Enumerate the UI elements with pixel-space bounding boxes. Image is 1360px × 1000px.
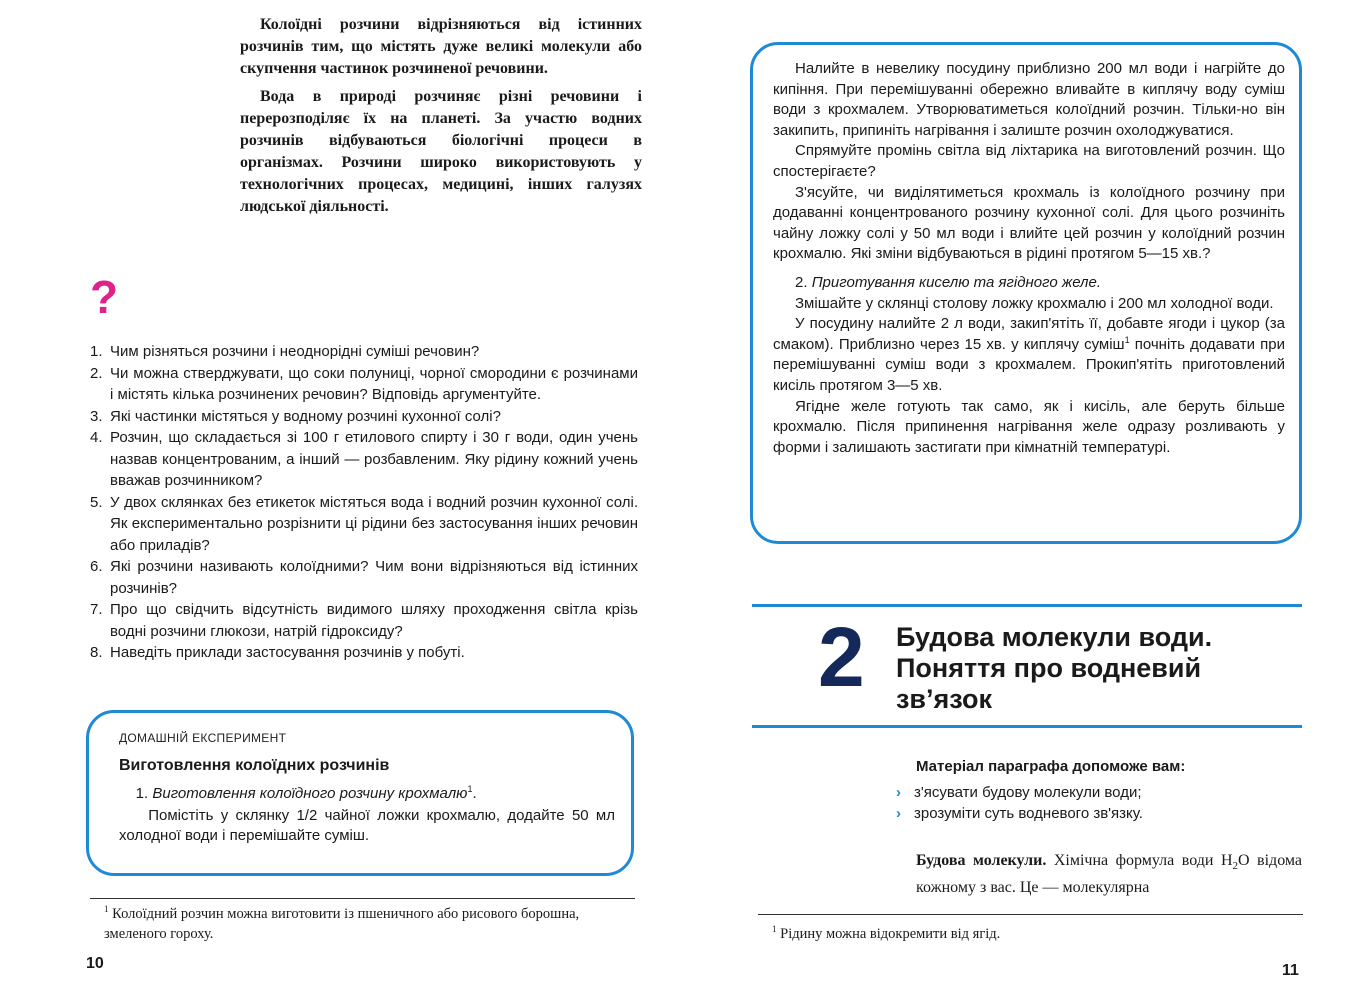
footnote-divider bbox=[90, 898, 635, 899]
question-number: 8. bbox=[90, 644, 103, 661]
goal-item bbox=[896, 782, 1143, 803]
footnote-text: Рідину можна відокремити від ягід. bbox=[780, 926, 1001, 942]
chapter-title bbox=[896, 622, 1296, 715]
question-item bbox=[90, 492, 638, 557]
box-text: У посудину налийте 2 л води, закип'ятіть її, добавте ягоди і цукор (за смаком). Приблизно через 15 хв. у киплячу суміш bbox=[773, 315, 1285, 353]
goal-text: з'ясувати будову молекули води; bbox=[914, 784, 1142, 801]
chapter-title-line: Будова молекули води. bbox=[896, 622, 1213, 652]
question-item bbox=[90, 363, 638, 406]
chapter-number: 2 bbox=[818, 610, 865, 704]
experiment-body bbox=[119, 806, 615, 846]
question-text: Чим різняться розчини і неоднорідні суміші речовин? bbox=[110, 343, 480, 360]
question-text: Чи можна стверджувати, що соки полуниці, чорної смородини є розчинами і містять кілька розчинених речовин? Відповідь аргументуйте. bbox=[110, 364, 638, 403]
questions-list bbox=[90, 341, 638, 664]
box-text: почніть додавати при перемішуванні суміш води з крохмалем. Прокип'ятіть приготовлений кисіль протягом 3—5 хв. bbox=[773, 335, 1285, 394]
question-mark-icon: ? bbox=[90, 271, 119, 323]
chapter-bottom-rule bbox=[752, 725, 1302, 728]
footnote-mark: 1 bbox=[772, 924, 777, 935]
formula-subscript: 2 bbox=[1232, 860, 1238, 873]
question-number: 5. bbox=[90, 493, 103, 511]
item-period: . bbox=[472, 785, 477, 802]
question-number: 6. bbox=[90, 558, 103, 575]
question-text: Які розчини називають колоїдними? Чим вони відрізняються від істинних розчинів? bbox=[110, 558, 638, 597]
experiment-item-title: Приготування киселю та ягідного желе. bbox=[811, 273, 1102, 291]
box-paragraph: Ягідне желе готують так само, як і кисіль, але беруть більше крохмалю. Після припинення нагрівання желе одразу розливають у форми і залишають застигати при кімнатній температурі. bbox=[773, 397, 1285, 456]
box-paragraph: Змішайте у склянці столову ложку крохмалю і 200 мл холодної води. bbox=[795, 294, 1274, 312]
intro-paragraph: Вода в природі розчиняє різні речовини і перерозподіляє їх на планеті. За участю водних розчинів відбуваються біологічні процеси в організмах. Розчини широко використовують у технологічних процесах, медицині, інших галузях людської діяльності. bbox=[240, 88, 642, 215]
experiment-item-1 bbox=[119, 783, 615, 804]
right-page bbox=[680, 0, 1360, 1000]
experiment-continuation-box bbox=[750, 42, 1302, 544]
section-body bbox=[916, 850, 1302, 899]
question-number: 3. bbox=[90, 407, 103, 425]
home-experiment-kicker: ДОМАШНІЙ ЕКСПЕРИМЕНТ bbox=[119, 731, 287, 745]
chapter-title-line: Поняття про водневий bbox=[896, 653, 1202, 683]
chapter-title-line: зв’язок bbox=[896, 684, 993, 714]
experiment-item-number: 2. bbox=[795, 273, 808, 291]
question-text: Про що свідчить відсутність видимого шляху проходження світла крізь водні розчини глюкози, натрій гідроксиду? bbox=[110, 601, 638, 640]
box-paragraph: Спрямуйте промінь світла від ліхтарика на виготовлений розчин. Що спостерігаєте? bbox=[773, 142, 1285, 180]
footnote-ref: 1 bbox=[1124, 334, 1130, 345]
question-text: У двох склянках без етикеток містяться вода і водний розчин кухонної солі. Як експериментально розрізнити ці рідини без застосування інших речовин або приладів? bbox=[110, 493, 638, 554]
question-item bbox=[90, 406, 638, 428]
goals-list bbox=[896, 782, 1143, 824]
box-paragraph bbox=[773, 314, 1285, 396]
goals-heading: Матеріал параграфа допоможе вам: bbox=[916, 758, 1186, 775]
chapter-top-rule bbox=[752, 604, 1302, 607]
footnote-divider bbox=[758, 914, 1303, 915]
footnote-text: Колоїдний розчин можна виготовити із пшеничного або рисового борошна, змеленого гороху. bbox=[104, 906, 580, 942]
question-item bbox=[90, 642, 638, 664]
footnote bbox=[772, 924, 1302, 944]
question-item bbox=[90, 341, 638, 363]
goal-text: зрозуміти суть водневого зв'язку. bbox=[914, 805, 1143, 822]
question-item bbox=[90, 427, 638, 492]
box-paragraph: З'ясуйте, чи виділятиметься крохмаль із колоїдного розчину при додаванні концентрованого розчину кухонної солі. Для цього розчиніть чайну ложку солі у 50 мл води і влийте цей розчин у колоїдний розчин крохмалю. Які зміни відбуваються в рідині протягом 5—15 хв.? bbox=[773, 183, 1285, 263]
intro-text bbox=[240, 14, 642, 224]
chevron-right-icon: › bbox=[896, 805, 901, 822]
page-number: 11 bbox=[1282, 962, 1299, 979]
experiment-body-text: Помістіть у склянку 1/2 чайної ложки крохмалю, додайте 50 мл холодної води і перемішайте суміш. bbox=[119, 807, 615, 844]
question-item bbox=[90, 556, 638, 599]
question-text: Розчин, що складається зі 100 г етилового спирту і 30 г води, один учень назвав концентрованим, а інший — розбавленим. Яку рідину кожний учень вважав розчинником? bbox=[110, 429, 638, 489]
section-text: Хімічна формула води H bbox=[1046, 852, 1233, 869]
intro-paragraph: Колоїдні розчини відрізняються від істинних розчинів тим, що містять дуже великі молекули або скупчення частинок розчиненої речовини. bbox=[240, 16, 642, 77]
question-text: Наведіть приклади застосування розчинів у побуті. bbox=[110, 644, 465, 661]
page-number: 10 bbox=[86, 955, 104, 972]
section-paragraph bbox=[916, 850, 1302, 899]
experiment-item-title: Виготовлення колоїдного розчину крохмалю bbox=[152, 785, 468, 802]
question-number: 1. bbox=[90, 343, 103, 360]
footnote-mark: 1 bbox=[104, 904, 109, 915]
box-paragraph: Налийте в невелику посудину приблизно 200 мл води і нагрійте до кипіння. При перемішуванні обережно вливайте в киплячу воду суміш води з крохмалем. Утворюватиметься колоїдний розчин. Тільки-но він закипить, припиніть нагрівання і залиште розчин охолоджуватися. bbox=[773, 60, 1285, 139]
experiment-item-2 bbox=[773, 273, 1285, 294]
question-number: 2. bbox=[90, 364, 103, 382]
question-number: 7. bbox=[90, 601, 103, 618]
goal-item bbox=[896, 803, 1143, 824]
home-experiment-box bbox=[86, 710, 634, 876]
chevron-right-icon: › bbox=[896, 784, 901, 801]
footnote-ref: 1 bbox=[467, 784, 473, 794]
question-number: 4. bbox=[90, 429, 103, 446]
section-text: O відома кожному з вас. Це — молекулярна bbox=[916, 852, 1303, 897]
section-lead: Будова молекули. bbox=[916, 852, 1047, 869]
experiment-item-number: 1. bbox=[135, 785, 149, 802]
question-item bbox=[90, 599, 638, 642]
footnote bbox=[104, 904, 639, 944]
question-text: Які частинки містяться у водному розчині кухонної солі? bbox=[110, 407, 501, 425]
home-experiment-title: Виготовлення колоїдних розчинів bbox=[119, 757, 390, 774]
